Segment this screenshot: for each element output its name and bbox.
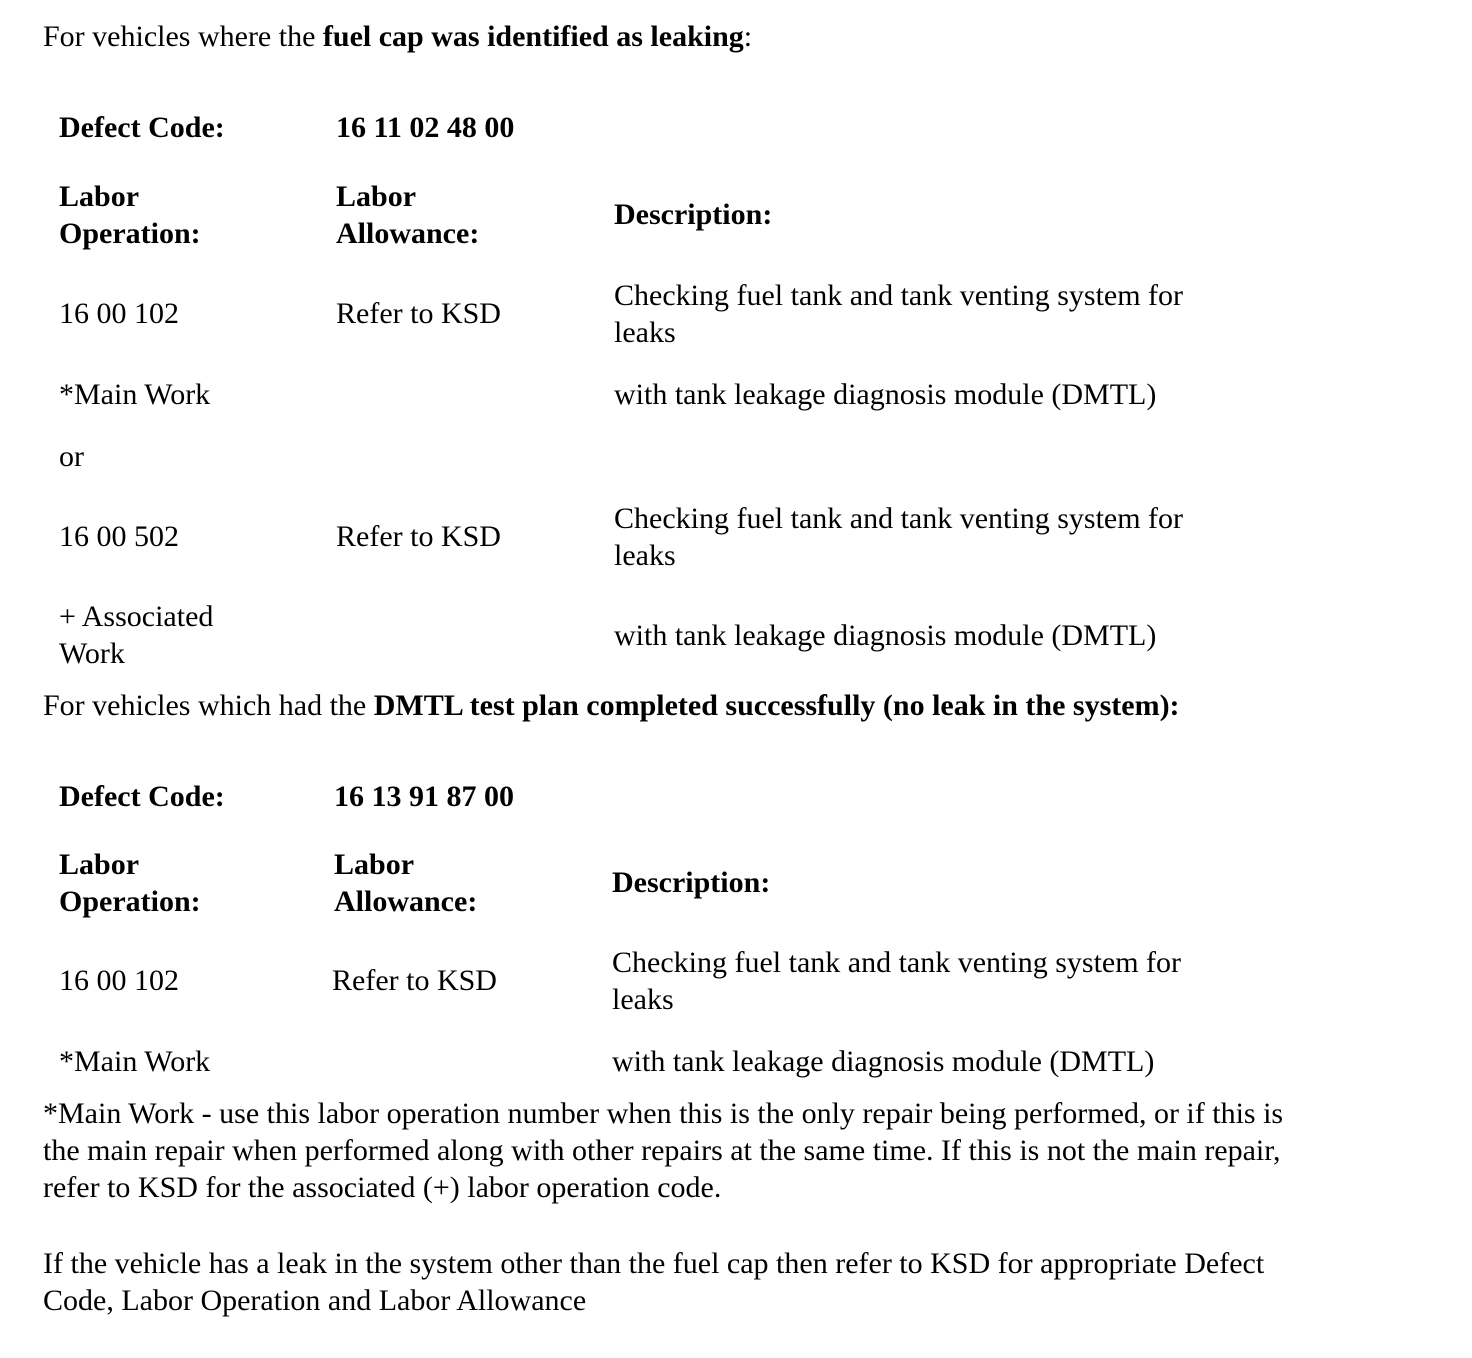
description-header: Description:: [612, 866, 771, 899]
defect-code-value: 16 11 02 48 00: [336, 111, 515, 144]
description-cell: with tank leakage diagnosis module (DMTL): [614, 378, 1157, 411]
labor-operation-header: Labor Operation:: [59, 180, 201, 250]
labor-operation-cell: + Associated Work: [59, 600, 214, 670]
labor-operation-cell: *Main Work: [59, 1045, 211, 1078]
description-cell: with tank leakage diagnosis module (DMTL): [614, 619, 1157, 652]
description-cell: Checking fuel tank and tank venting system for leaks: [614, 502, 1184, 572]
description-cell: Checking fuel tank and tank venting system for leaks: [614, 279, 1184, 349]
labor-allowance-cell: Refer to KSD: [332, 964, 497, 997]
other-leak-note: If the vehicle has a leak in the system other than the fuel cap then refer to KSD for appropriate Defect Code, Labor Operation and Labor Allowance: [43, 1247, 1265, 1317]
labor-operation-cell: 16 00 502: [59, 520, 179, 553]
main-work-note: *Main Work - use this labor operation number when this is the only repair being performed, or if this is the main repair when performed along with other repairs at the same time. If this is not the main repair, refer to KSD for the associated (+) labor operation code.: [43, 1097, 1284, 1204]
defect-code-label: Defect Code:: [59, 111, 225, 144]
labor-operation-header: Labor Operation:: [59, 848, 201, 918]
labor-operation-cell: 16 00 102: [59, 297, 179, 330]
intro-dmtl-completed: For vehicles which had the DMTL test plan completed successfully (no leak in the system):: [43, 689, 1180, 722]
intro-fuel-cap-leaking: For vehicles where the fuel cap was identified as leaking:: [43, 20, 753, 53]
labor-operation-cell: or: [59, 440, 84, 473]
labor-allowance-header: Labor Allowance:: [334, 848, 478, 918]
labor-allowance-cell: Refer to KSD: [336, 297, 501, 330]
description-cell: with tank leakage diagnosis module (DMTL): [612, 1045, 1155, 1078]
labor-allowance-header: Labor Allowance:: [336, 180, 480, 250]
labor-operation-cell: *Main Work: [59, 378, 211, 411]
description-cell: Checking fuel tank and tank venting system for leaks: [612, 946, 1182, 1016]
labor-allowance-cell: Refer to KSD: [336, 520, 501, 553]
defect-code-value: 16 13 91 87 00: [334, 780, 514, 813]
labor-operation-cell: 16 00 102: [59, 964, 179, 997]
defect-code-label: Defect Code:: [59, 780, 225, 813]
description-header: Description:: [614, 198, 773, 231]
